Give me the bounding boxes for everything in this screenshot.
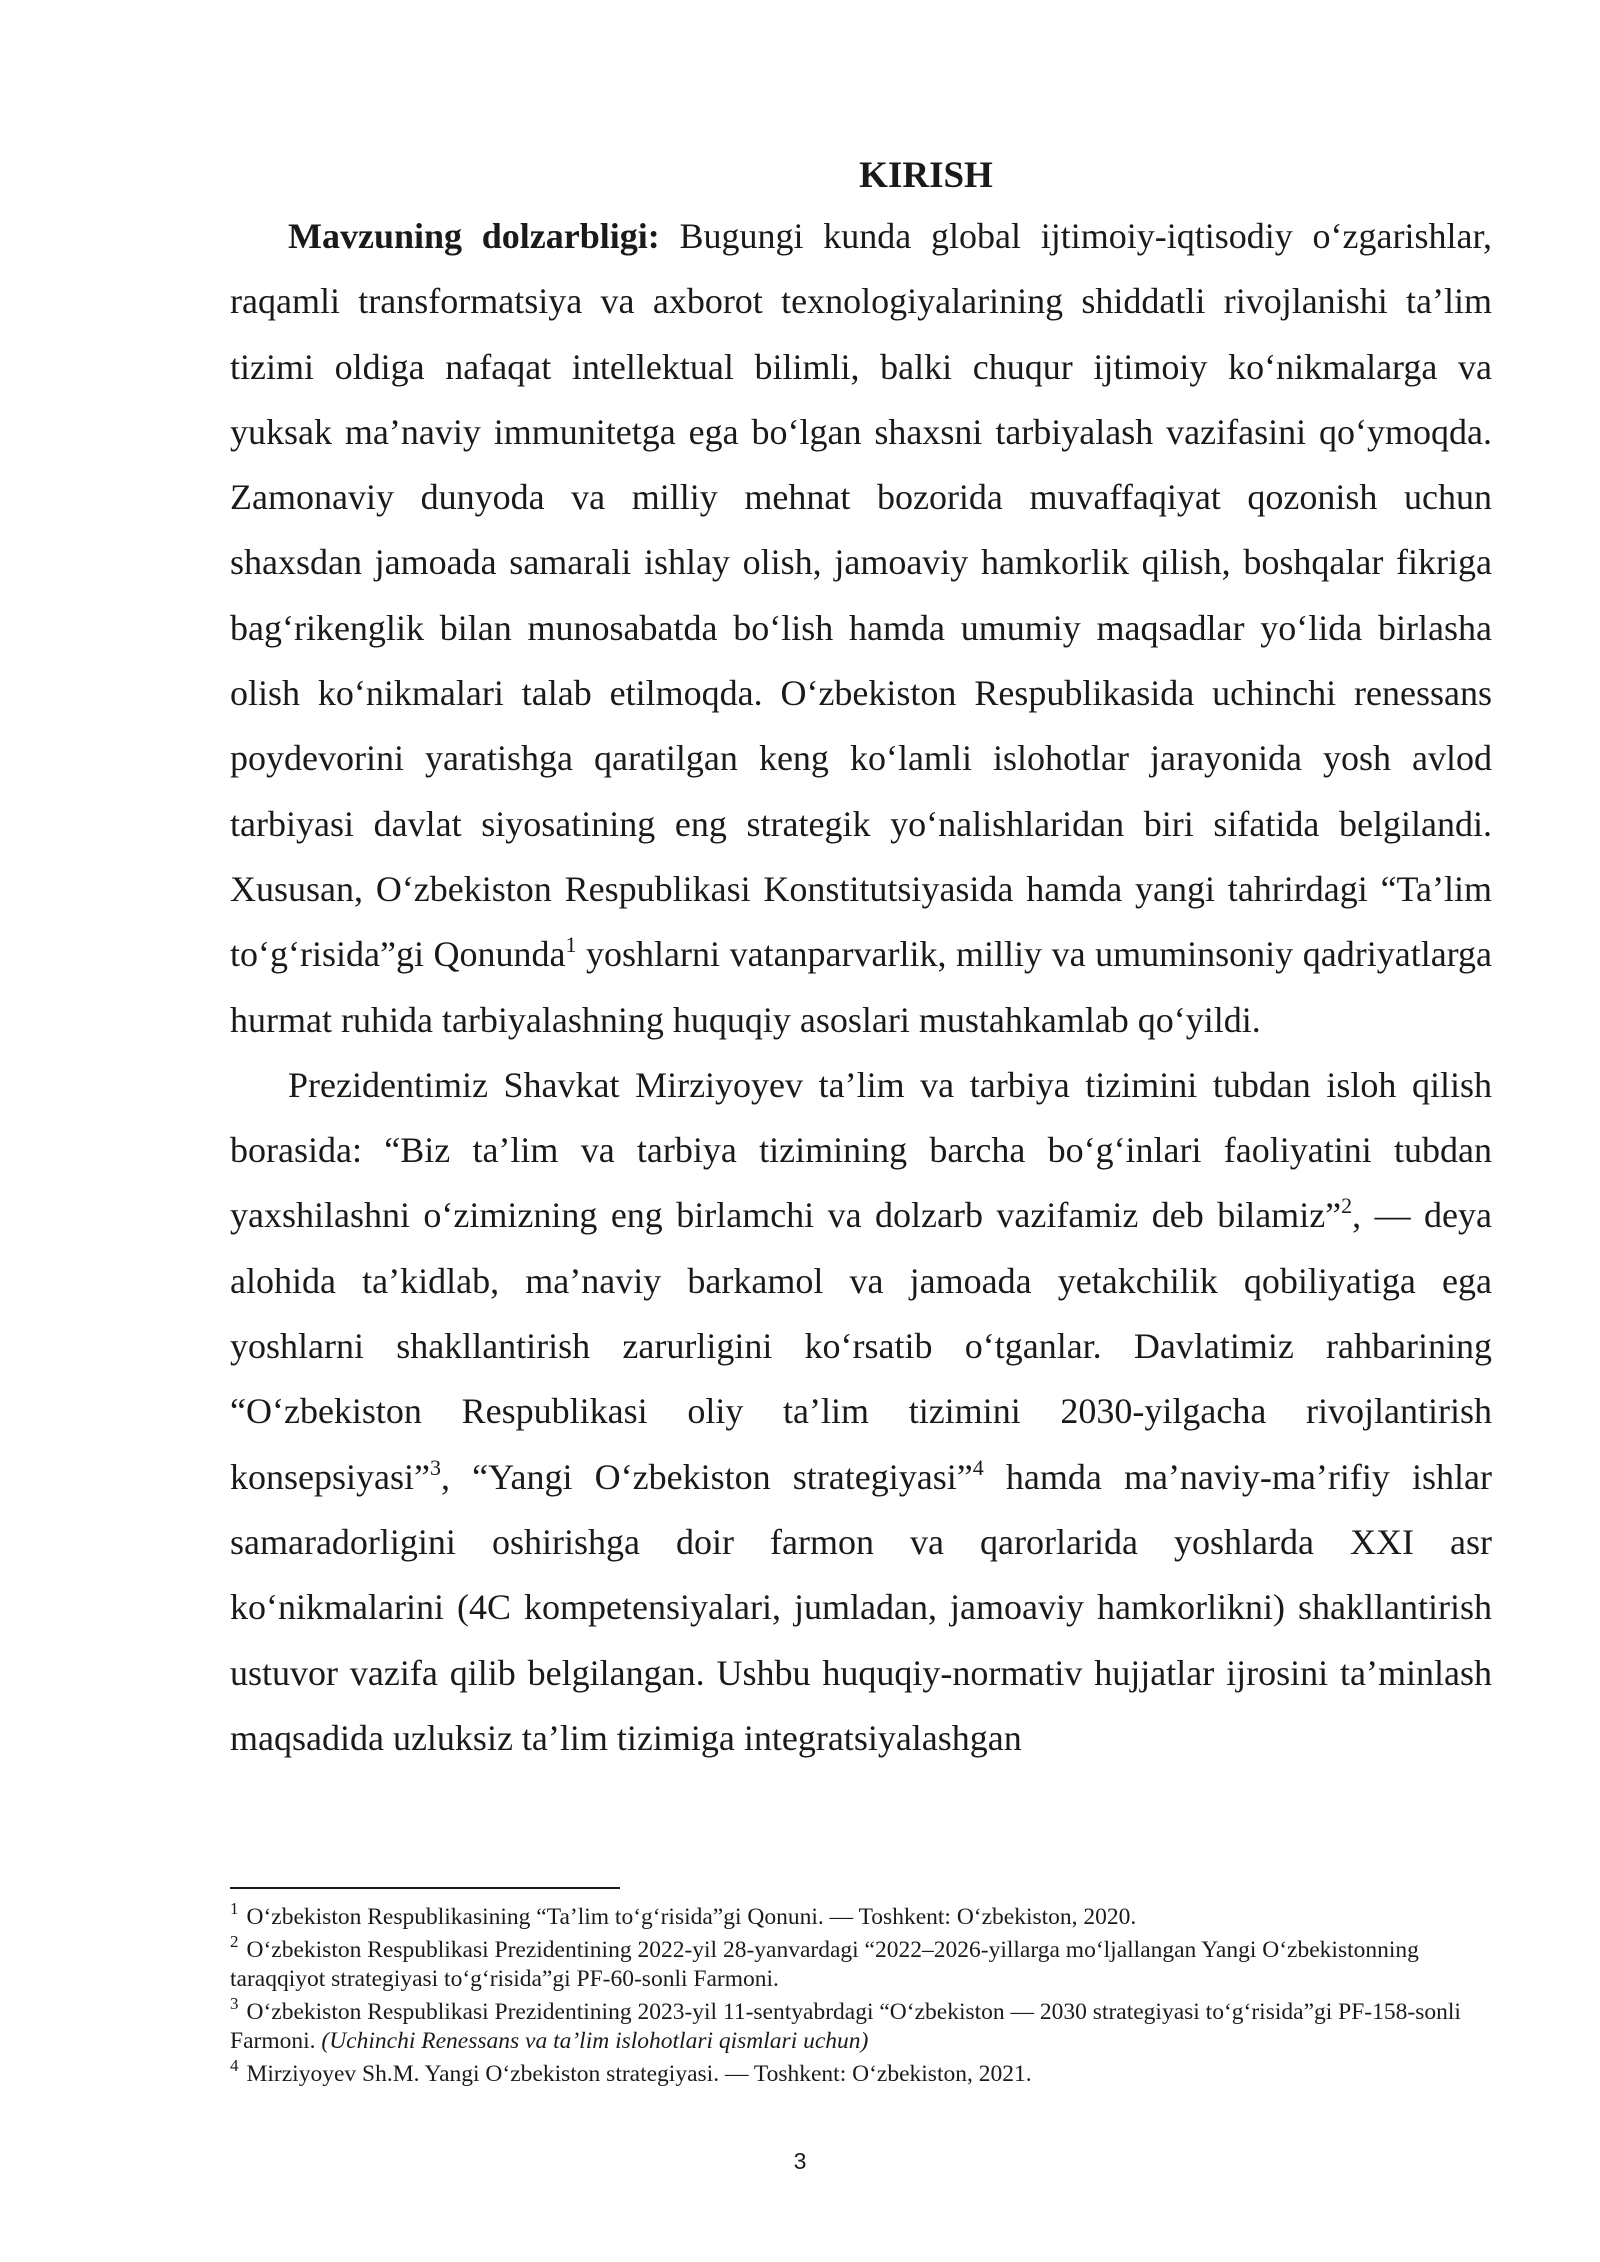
footnote-text: O‘zbekiston Respublikasi Prezidentining 2023-yil 11-sentyabrdagi “O‘zbekiston — 2030 strategiyasi to‘g‘risida”gi PF-158-sonli Farmoni. bbox=[230, 1999, 1461, 2054]
footnote-number: 4 bbox=[230, 2056, 239, 2075]
footnote-text: Mirziyoyev Sh.M. Yangi O‘zbekiston strategiyasi. — Toshkent: O‘zbekiston, 2021. bbox=[246, 2061, 1032, 2087]
paragraph-text: yoshlarni vatanparvarlik, milliy va umuminsoniy qadriyatlarga hurmat ruhida tarbiyalashning huquqiy asoslari mustahkamlab qo‘yildi. bbox=[230, 934, 1492, 1040]
footnote-ref-3[interactable]: 3 bbox=[429, 1454, 441, 1480]
footnote-number: 2 bbox=[230, 1932, 239, 1951]
paragraph-text: Prezidentimiz Shavkat Mirziyoyev ta’lim va tarbiya tizimini tubdan isloh qilish borasida: “Biz ta’lim va tarbiya tizimining barcha bo‘g‘inlari faoliyatini tubdan yaxshilashni o‘zimizning eng birlamchi va dolzarb vazifamiz deb bilamiz” bbox=[230, 1064, 1492, 1236]
footnote-1 bbox=[230, 1899, 1492, 1932]
paragraph-relevance bbox=[230, 204, 1492, 1053]
footnote-number: 3 bbox=[230, 1994, 239, 2013]
page-body bbox=[230, 148, 1492, 1771]
footnote-3 bbox=[230, 1994, 1492, 2056]
page-number: 3 bbox=[793, 2148, 807, 2174]
footnote-2 bbox=[230, 1932, 1492, 1994]
footnote-note: (Uchinchi Renessans va ta’lim islohotlari qismlari uchun) bbox=[321, 2028, 869, 2054]
footnote-ref-2[interactable]: 2 bbox=[1341, 1193, 1353, 1219]
paragraph-president bbox=[230, 1053, 1492, 1771]
footnote-4 bbox=[230, 2056, 1492, 2089]
paragraph-text: , “Yangi O‘zbekiston strategiyasi” bbox=[440, 1456, 973, 1497]
footnote-text: O‘zbekiston Respublikasining “Ta’lim to‘g‘risida”gi Qonuni. — Toshkent: O‘zbekiston, 2020. bbox=[246, 1904, 1137, 1930]
paragraph-text: , — deya alohida ta’kidlab, ma’naviy barkamol va jamoada yetakchilik qobiliyatiga ega yoshlarni shakllantirish zarurligini ko‘rsatib o‘tganlar. Davlatimiz rahbarining “O‘zbekiston Respublikasi oliy ta’lim tizimini 2030-yilgacha rivojlantirish konsepsiyasi” bbox=[230, 1195, 1492, 1497]
section-heading: KIRISH bbox=[859, 155, 993, 196]
footnote-ref-4[interactable]: 4 bbox=[972, 1454, 984, 1480]
footnote-ref-1[interactable]: 1 bbox=[565, 932, 577, 958]
footnotes-section bbox=[230, 1887, 1492, 2093]
paragraph-text: hamda ma’naviy-ma’rifiy ishlar samaradorligini oshirishga doir farmon va qarorlarida yoshlarda XXI asr ko‘nikmalarini (4C kompetensiyalari, jumladan, jamoaviy hamkorlikni) shakllantirish ustuvor vazifa qilib belgilangan. Ushbu huquqiy-normativ hujjatlar ijrosini ta’minlash maqsadida uzluksiz ta’lim tizimiga integratsiyalashgan bbox=[230, 1456, 1492, 1758]
footnote-number: 1 bbox=[230, 1899, 239, 1918]
paragraph-text: Bugungi kunda global ijtimoiy-iqtisodiy o‘zgarishlar, raqamli transformatsiya va axborot texnologiyalarining shiddatli rivojlanishi ta’lim tizimi oldiga nafaqat intellektual bilimli, balki chuqur ijtimoiy ko‘nikmalarga va yuksak ma’naviy immunitetga ega bo‘lgan shaxsni tarbiyalash vazifasini qo‘ymoqda. Zamonaviy dunyoda va milliy mehnat bozorida muvaffaqiyat qozonish uchun shaxsdan jamoada samarali ishlay olish, jamoaviy hamkorlik qilish, boshqalar fikriga bag‘rikenglik bilan munosabatda bo‘lish hamda umumiy maqsadlar yo‘lida birlasha olish ko‘nikmalari talab etilmoqda. O‘zbekiston Respublikasida uchinchi renessans poydevorini yaratishga qaratilgan keng ko‘lamli islohotlar jarayonida yosh avlod tarbiyasi davlat siyosatining eng strategik yo‘nalishlaridan biri sifatida belgilandi. Xususan, O‘zbekiston Respublikasi Konstitutsiyasida hamda yangi tahrirdagi “Ta’lim to‘g‘risida”gi Qonunda bbox=[230, 216, 1492, 975]
footnote-text: O‘zbekiston Respublikasi Prezidentining 2022-yil 28-yanvardagi “2022–2026-yillarga mo‘ljallangan Yangi O‘zbekistonning taraqqiyot strategiyasi to‘g‘risida”gi PF-60-sonli Farmoni. bbox=[230, 1937, 1419, 1992]
footnote-separator bbox=[230, 1887, 620, 1889]
paragraph-lead: Mavzuning dolzarbligi: bbox=[288, 216, 660, 256]
